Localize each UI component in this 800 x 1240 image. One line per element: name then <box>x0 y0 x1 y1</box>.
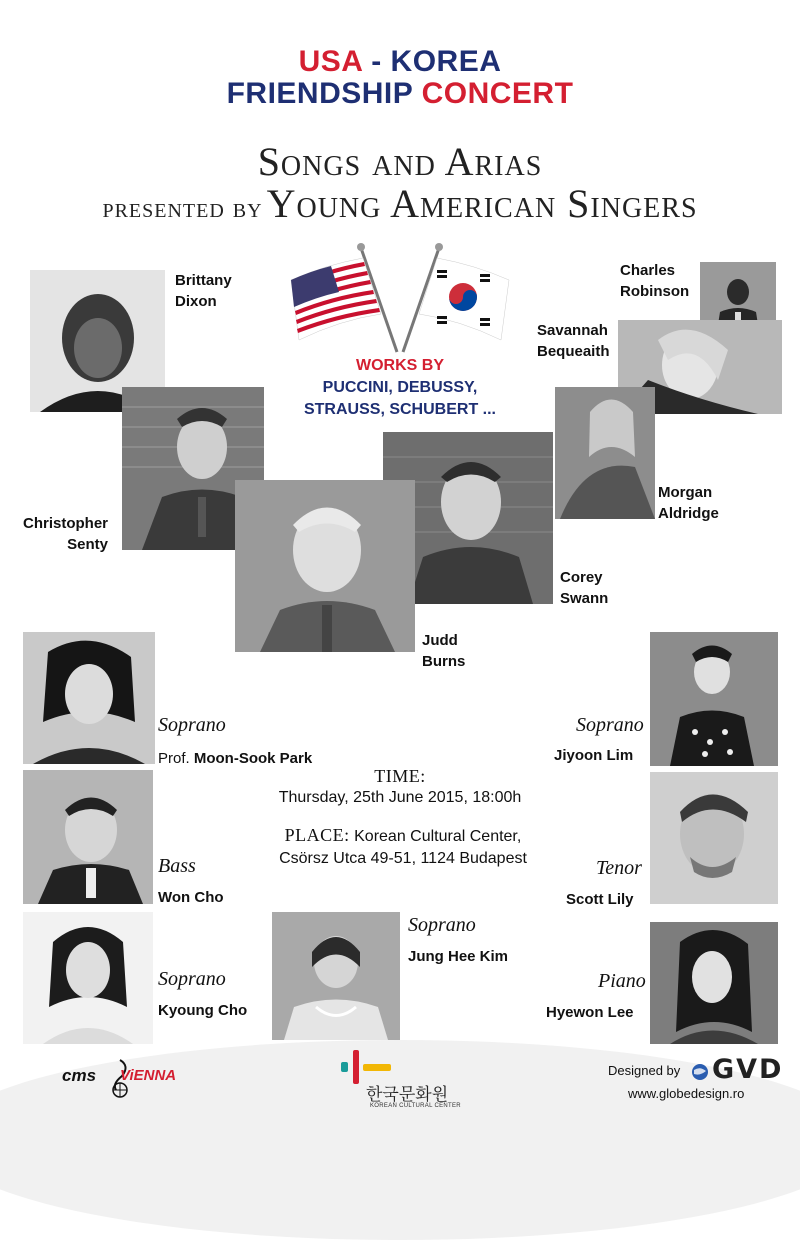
cms-text: cms <box>62 1066 97 1085</box>
name-scott-lily: Scott Lily <box>566 891 634 908</box>
event-time <box>272 765 528 809</box>
name-corey-swann: Corey Swann <box>560 569 609 607</box>
name-hyewon-lee: Hyewon Lee <box>546 1004 634 1021</box>
subtitle-songs-arias: Songs and Arias <box>257 139 543 184</box>
crossed-flags-icon <box>285 240 515 355</box>
kcc-korean-text: 한국문화원 <box>366 1085 449 1104</box>
name-morgan-aldridge: Morgan Aldridge <box>658 484 719 522</box>
photo-morgan-aldridge <box>555 387 655 519</box>
name-charles-robinson: Charles Robinson <box>620 262 690 300</box>
photo-hyewon-lee <box>650 922 778 1044</box>
name-judd-burns: Judd Burns <box>422 632 466 670</box>
title-concert: CONCERT <box>412 77 574 110</box>
works-line-2: STRAUSS, SCHUBERT ... <box>303 401 496 418</box>
name-brittany-dixon: Brittany Dixon <box>175 272 232 310</box>
place-value-1: Korean Cultural Center, <box>349 828 522 845</box>
title-friendship: FRIENDSHIP <box>226 77 413 110</box>
role-scott-lily: Tenor <box>596 857 642 879</box>
role-moon-sook-park: Soprano <box>158 714 226 736</box>
role-hyewon-lee: Piano <box>598 970 646 992</box>
gvd-logo-text: GVD <box>712 1054 784 1085</box>
place-value-2: Csörsz Utca 49-51, 1124 Budapest <box>279 850 527 867</box>
name-savannah-bequeaith: Savannah Bequeaith <box>537 322 610 360</box>
name-christopher-senty: Christopher Senty <box>23 515 109 553</box>
subtitle-presented-by: presented by <box>102 193 263 224</box>
role-kyoung-cho: Soprano <box>158 968 226 990</box>
name-moon-sook-park: Prof. Moon-Sook Park <box>158 750 313 767</box>
role-jung-hee-kim: Soprano <box>408 914 476 936</box>
title-line-2 <box>0 78 800 110</box>
works-line-1: PUCCINI, DEBUSSY, <box>322 379 478 396</box>
photo-kyoung-cho <box>23 912 153 1044</box>
place-label: PLACE: <box>284 825 350 845</box>
globe-icon <box>690 1062 710 1082</box>
role-won-cho: Bass <box>158 855 196 877</box>
time-label: TIME: <box>374 766 426 786</box>
website-text: www.globedesign.ro <box>628 1086 745 1101</box>
role-jiyoon-lim: Soprano <box>576 714 644 736</box>
name-jiyoon-lim: Jiyoon Lim <box>554 747 634 764</box>
name-kyoung-cho: Kyoung Cho <box>158 1002 248 1019</box>
title-usa: USA <box>298 45 363 78</box>
subtitle-presented <box>0 180 800 227</box>
kcc-english-text: KOREAN CULTURAL CENTER <box>370 1103 461 1109</box>
name-won-cho: Won Cho <box>158 889 224 906</box>
time-value: Thursday, 25th June 2015, 18:00h <box>278 789 522 806</box>
title-line-1 <box>0 46 800 78</box>
works-by-block <box>300 355 500 421</box>
title-korea: KOREA <box>390 45 502 78</box>
photo-jung-hee-kim <box>272 912 400 1040</box>
title-dash: - <box>362 45 391 78</box>
designed-by-label: Designed by <box>608 1063 681 1078</box>
photo-scott-lily <box>650 772 778 904</box>
subtitle-young-american-singers: Young American Singers <box>266 181 698 226</box>
photo-jiyoon-lim <box>650 632 778 766</box>
cms-vienna-logo <box>62 1058 192 1098</box>
works-heading: WORKS BY <box>356 357 444 374</box>
vienna-text: ViENNA <box>120 1067 177 1084</box>
name-jung-hee-kim: Jung Hee Kim <box>408 948 509 965</box>
korean-cultural-center-logo <box>330 1050 470 1120</box>
event-place <box>268 824 538 870</box>
photo-judd-burns <box>235 480 415 652</box>
photo-won-cho <box>23 770 153 904</box>
photo-moon-sook-park <box>23 632 155 764</box>
